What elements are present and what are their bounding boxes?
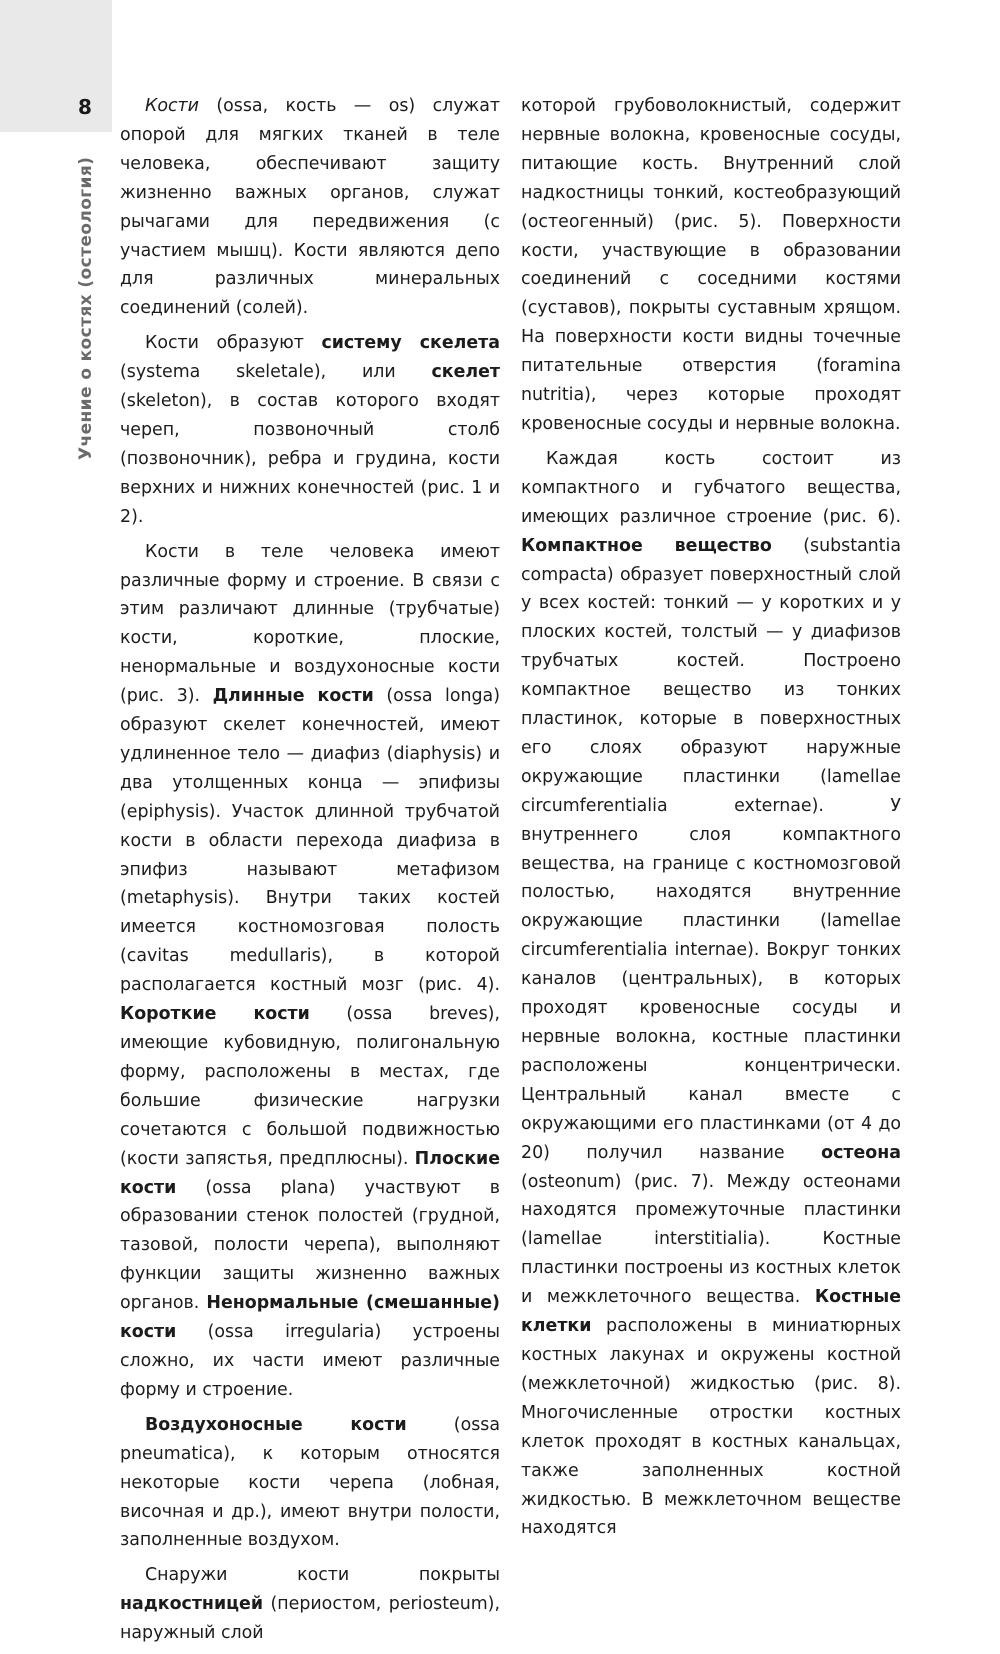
term-short-bones: Короткие кости bbox=[120, 1004, 310, 1025]
running-head: Учение о костях (остеология) bbox=[76, 156, 96, 460]
term-osteon: остеона bbox=[821, 1142, 901, 1163]
term-irregular-bones: Ненормальные (смешанные) кости bbox=[120, 1293, 500, 1343]
term-pneumatic-bones: Воздухоносные кости bbox=[145, 1414, 407, 1435]
term-bones: Кости bbox=[145, 96, 199, 116]
text-column-left bbox=[120, 92, 500, 1654]
page-number: 8 bbox=[78, 95, 92, 119]
term-skeleton: скелет bbox=[431, 362, 500, 383]
paragraph-bone-substance: Каждая кость состоит из компактного и губчатого вещества, имеющих различное строение (рис. 6). Компактное вещество (substantia compacta) образует поверхностный слой у всех костей: тонкий — у коротких и у плоских костей, толстый — у диафизов трубчатых костей. Построено компактное вещество из тонких пластинок, которые в поверхностных его слоях образуют наружные окружающие пластинки (lamellae circumferentialia externae). У внутреннего слоя компактного вещества, на границе с костномозговой полостью, находятся внутренние окружающие пластинки (lamellae circumferentialia internae). Вокруг тонких каналов (центральных), в которых проходят кровеносные сосуды и нервные волокна, костные пластинки расположены концентрически. Центральный канал вместе с окружающими его пластинками (от 4 до 20) получил название остеона (osteonum) (рис. 7). Между остеонами находятся промежуточные пластинки (lamellae interstitialia). Костные пластинки построены из костных клеток и межклеточного вещества. Костные клетки расположены в миниатюрных костных лакунах и окружены костной (межклеточной) жидкостью (рис. 8). Многочисленные отростки костных клеток проходят в костных канальцах, также заполненных костной жидкостью. В межклеточном веществе находятся bbox=[521, 448, 901, 1539]
paragraph-skeleton-system: Кости образуют систему скелета (systema skeletale), или скелет (skeleton), в состав которого входят череп, позвоночный столб (позвоночник), ребра и грудина, кости верхних и нижних конечностей (рис. 1 и 2). bbox=[120, 333, 500, 527]
term-bone-cells: Костные клетки bbox=[521, 1287, 901, 1337]
page-corner-tab bbox=[0, 0, 112, 132]
term-flat-bones: Плоские кости bbox=[120, 1148, 500, 1198]
paragraph-periosteum-continued: которой грубоволокнистый, содержит нервные волокна, кровеносные сосуды, питающие кость. Внутренний слой надкостницы тонкий, костеобразующий (остеогенный) (рис. 5). Поверхности кости, участвующие в образовании соединений с соседними костями (суставов), покрыты суставным хрящом. На поверхности кости видны точечные питательные отверстия (foramina nutritia), через которые проходят кровеносные сосуды и нервные волокна. bbox=[521, 96, 901, 434]
term-skeleton-system: систему скелета bbox=[321, 333, 500, 354]
text-column-right bbox=[521, 92, 901, 1549]
term-compact-substance: Компактное вещество bbox=[521, 535, 772, 556]
paragraph-periosteum: Снаружи кости покрыты надкостницей (периостом, periosteum), наружный слой bbox=[120, 1565, 500, 1644]
term-long-bones: Длинные кости bbox=[212, 686, 374, 707]
paragraph-bones-intro: Кости (ossa, кость — os) служат опорой для мягких тканей в теле человека, обеспечивают защиту жизненно важных органов, служат рычагами для передвижения (с участием мышц). Кости являются депо для различных минеральных соединений (солей). bbox=[120, 96, 500, 319]
paragraph-bone-types: Кости в теле человека имеют различные форму и строение. В связи с этим различают длинные (трубчатые) кости, короткие, плоские, ненормальные и воздухоносные кости (рис. 3). Длинные кости (ossa longa) образуют скелет конечностей, имеют удлиненное тело — диафиз (diaphysis) и два утолщенных конца — эпифизы (epiphysis). Участок длинной трубчатой кости в области перехода диафиза в эпифиз называют метафизом (metaphysis). Внутри таких костей имеется костномозговая полость (cavitas medullaris), в которой располагается костный мозг (рис. 4). Короткие кости (ossa breves), имеющие кубовидную, полигональную форму, расположены в местах, где большие физические нагрузки сочетаются с большой подвижностью (кости запястья, предплюсны). Плоские кости (ossa plana) участвуют в образовании стенок полостей (грудной, тазовой, полости черепа), выполняют функции защиты жизненно важных органов. Ненормальные (смешанные) кости (ossa irregularia) устроены сложно, их части имеют различные форму и строение. bbox=[120, 541, 500, 1400]
term-periosteum: надкостницей bbox=[120, 1594, 264, 1615]
paragraph-pneumatic-bones: Воздухоносные кости (ossa pneumatica), к которым относятся некоторые кости черепа (лобная, височная и др.), имеют внутри полости, заполненные воздухом. bbox=[120, 1414, 500, 1551]
